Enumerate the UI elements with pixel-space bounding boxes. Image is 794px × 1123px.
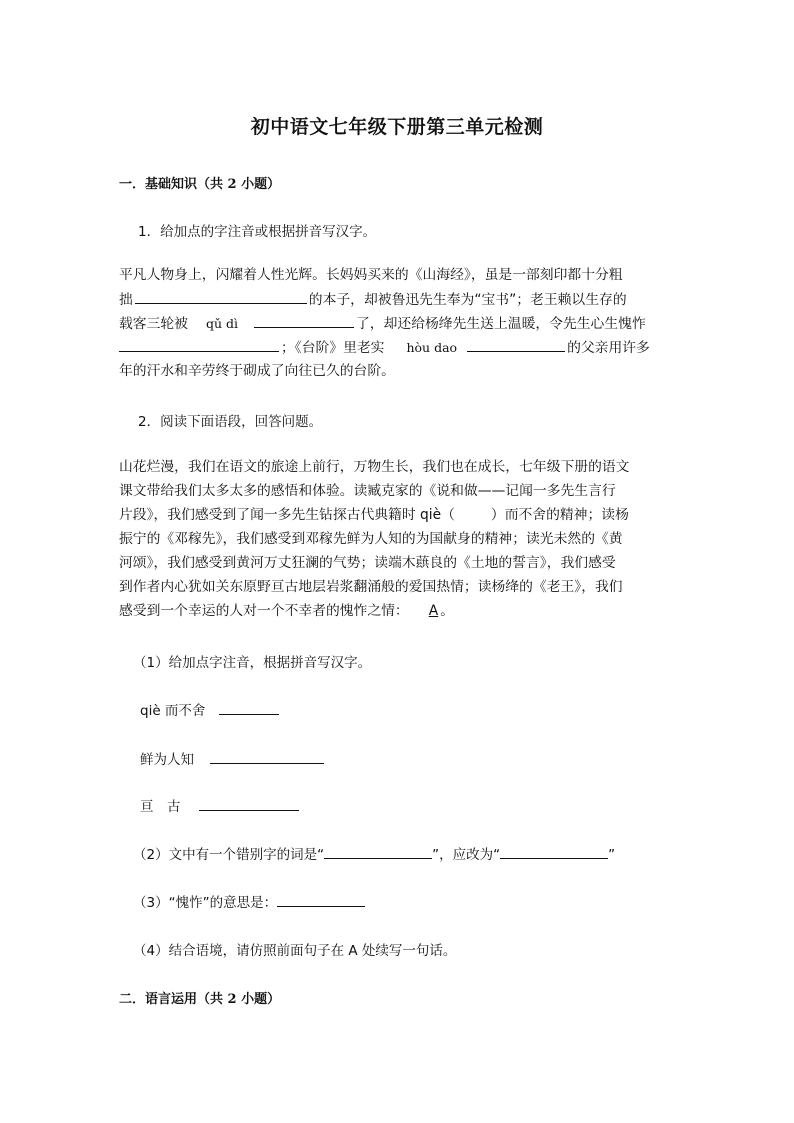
passage-line: 课文带给我们太多太多的感悟和体验。读臧克家的《说和做——记闻一多先生言行: [119, 483, 616, 499]
question-2-prompt: 2．阅读下面语段，回答问题。: [138, 414, 323, 430]
answer-blank[interactable]: [500, 843, 608, 859]
answer-blank[interactable]: [219, 699, 279, 715]
subquestion-1-item-2: 鲜为人知: [140, 748, 324, 768]
subquestion-1-item-1: qiè 而不舍: [140, 699, 279, 719]
passage-line: 河颂》，我们感受到黄河万丈狂澜的气势；读端木蕻良的《土地的誓言》，我们感受: [119, 555, 616, 571]
answer-blank[interactable]: [324, 843, 432, 859]
passage-line: 振宁的《邓稼先》，我们感受到邓稼先鲜为人知的为国献身的精神；读光未然的《黄: [119, 531, 623, 547]
passage-line: 载客三轮被 qǔ dì 了，却还给杨绛先生送上温暖，令先生心生愧怍: [119, 311, 679, 335]
section-heading-basic-knowledge: 一．基础知识（共 2 小题）: [119, 177, 281, 192]
pinyin-qudi: qǔ dì: [205, 316, 239, 331]
subquestion-1-item-3: 亘 古: [140, 795, 299, 815]
passage-line: ；《台阶》里老实 hòu dao 的父亲用许多: [119, 335, 679, 359]
underlined-a-marker: A: [428, 603, 439, 619]
subquestion-2: （2）文中有一个错别字的词是“ ”，应改为“ ”: [133, 843, 615, 863]
answer-blank[interactable]: [135, 287, 307, 304]
section-heading-language-use: 二．语言运用（共 2 小题）: [119, 992, 281, 1007]
question-2-passage: [119, 455, 679, 623]
answer-blank[interactable]: [254, 311, 354, 328]
pinyin-houdao: hòu dao: [406, 340, 458, 355]
question-1-passage: [119, 263, 679, 383]
question-1-prompt: 1．给加点的字注音或根据拼音写汉字。: [138, 224, 377, 240]
answer-blank[interactable]: [210, 748, 324, 764]
passage-line: 片段》，我们感受到了闻一多先生钻探古代典籍时 qiè（ ）而不舍的精神；读杨: [119, 507, 629, 523]
page-title: 初中语文七年级下册第三单元检测: [250, 116, 544, 138]
passage-line: 拙 的本子，却被鲁迅先生奉为“宝书”；老王赖以生存的: [119, 287, 679, 311]
answer-blank[interactable]: [277, 891, 365, 907]
passage-line: 感受到一个幸运的人对一个不幸者的愧怍之情： A 。: [119, 603, 454, 619]
passage-line: 山花烂漫，我们在语文的旅途上前行，万物生长，我们也在成长，七年级下册的语文: [119, 459, 630, 475]
passage-line: 到作者内心犹如关东原野亘古地层岩浆翻涌般的爱国热情；读杨绛的《老王》，我们: [119, 579, 623, 595]
answer-blank[interactable]: [199, 795, 299, 811]
subquestion-4: （4）结合语境，请仿照前面句子在 A 处续写一句话。: [133, 943, 457, 959]
subquestion-1-label: （1）给加点字注音，根据拼音写汉字。: [133, 655, 372, 671]
answer-blank[interactable]: [119, 335, 279, 352]
answer-blank[interactable]: [467, 335, 565, 352]
subquestion-3: （3）“愧怍”的意思是：: [133, 891, 365, 911]
passage-line: 年的汗水和辛劳终于砌成了向往已久的台阶。: [119, 363, 395, 379]
passage-line: 平凡人物身上，闪耀着人性光辉。长妈妈买来的《山海经》，虽是一部刻印都十分粗: [119, 267, 623, 283]
